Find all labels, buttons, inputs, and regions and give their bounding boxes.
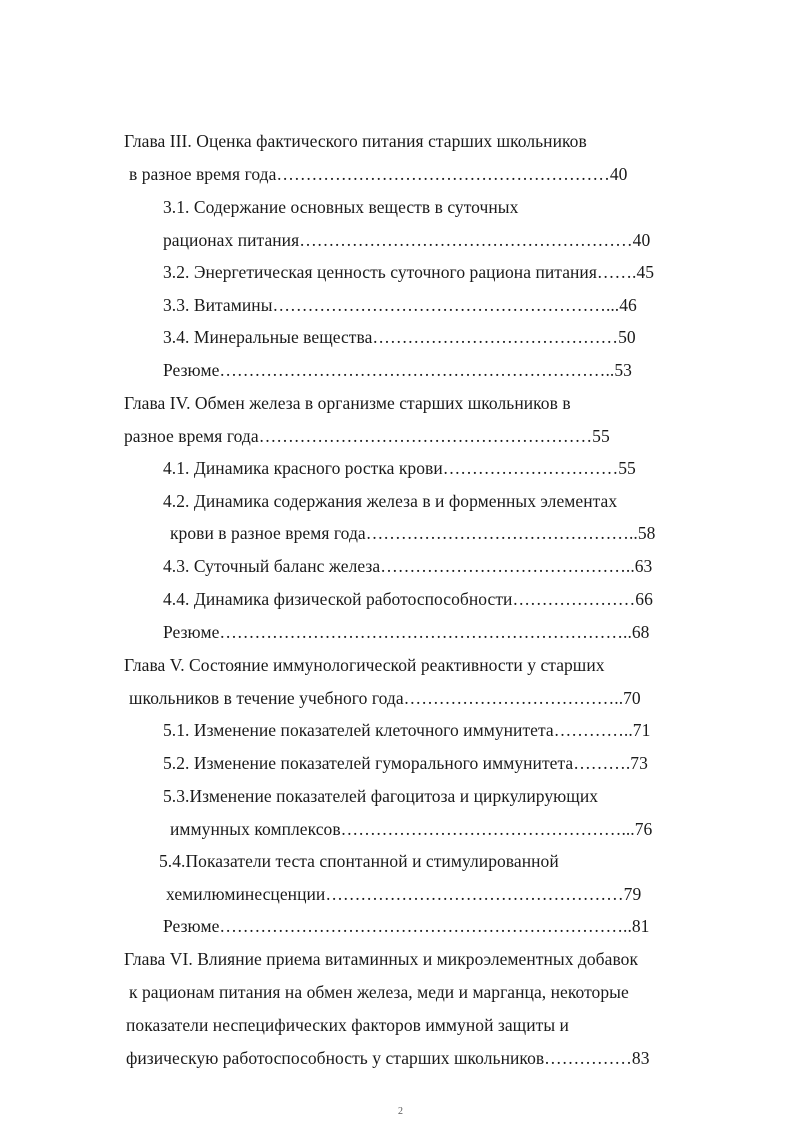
toc-line-summary: Резюме…………………………………………………………..53 xyxy=(163,360,632,380)
page-number: 2 xyxy=(398,1106,403,1117)
toc-line: рационах питания…………………………………………………40 xyxy=(163,230,651,250)
toc-line: крови в разное время года………………………………………..58 xyxy=(170,523,656,543)
toc-line: к рационам питания на обмен железа, меди и марганца, некоторые xyxy=(129,982,629,1002)
toc-line: в разное время года…………………………………………………40 xyxy=(129,164,628,184)
toc-line: 4.4. Динамика физической работоспособности…………………66 xyxy=(163,589,653,609)
toc-line: 4.1. Динамика красного ростка крови…………………………55 xyxy=(163,458,636,478)
toc-line: разное время года…………………………………………………55 xyxy=(124,426,610,446)
toc-line-chapter-5: Глава V. Состояние иммунологической реактивности у старших xyxy=(124,655,605,675)
toc-line: хемилюминесценции……………………………………………79 xyxy=(166,884,642,904)
toc-line: 5.4.Показатели теста спонтанной и стимулированной xyxy=(159,851,559,871)
toc-line-chapter-3: Глава III. Оценка фактического питания старших школьников xyxy=(124,131,587,151)
toc-line: показатели неспецифических факторов иммуной защиты и xyxy=(126,1015,569,1035)
toc-line: физическую работоспособность у старших школьников……………83 xyxy=(126,1048,650,1068)
toc-line: 5.3.Изменение показателей фагоцитоза и циркулирующих xyxy=(163,786,599,806)
toc-line: 4.2. Динамика содержания железа в и форменных элементах xyxy=(163,491,618,511)
toc-line-summary: Резюме……………………………………………………………..81 xyxy=(163,916,650,936)
toc-line: школьников в течение учебного года………………………………..70 xyxy=(129,688,641,708)
toc-line: 3.3. Витамины…………………………………………………...46 xyxy=(163,295,637,315)
toc-line: 5.2. Изменение показателей гуморального иммунитета……….73 xyxy=(163,753,648,773)
toc-line: иммунных комплексов…………………………………………...76 xyxy=(170,819,653,839)
toc-line: 3.4. Минеральные вещества……………………………………50 xyxy=(163,327,636,347)
toc-line-chapter-4: Глава IV. Обмен железа в организме старших школьников в xyxy=(124,393,571,413)
toc-line: 5.1. Изменение показателей клеточного иммунитета…………..71 xyxy=(163,720,651,740)
toc-line: 4.3. Суточный баланс железа……………………………………..63 xyxy=(163,556,653,576)
toc-line-summary: Резюме……………………………………………………………..68 xyxy=(163,622,650,642)
toc-line: 3.1. Содержание основных веществ в суточных xyxy=(163,197,519,217)
toc-line: 3.2. Энергетическая ценность суточного рациона питания…….45 xyxy=(163,262,655,282)
toc-line-chapter-6: Глава VI. Влияние приема витаминных и микроэлементных добавок xyxy=(124,949,639,969)
